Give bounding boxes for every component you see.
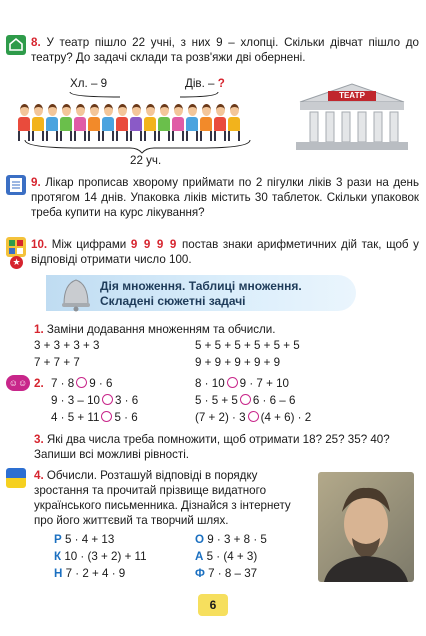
boys-label: Хл. – 9 xyxy=(70,77,108,90)
task-4-item: Н 7 · 2 + 4 · 9 xyxy=(54,567,126,580)
compare-circle[interactable] xyxy=(248,411,259,422)
task-2-compare: (7 + 2) · 3 (4 + 6) · 2 xyxy=(195,411,312,424)
task-8-number: 8. xyxy=(31,36,41,49)
task-4-item: А 5 · (4 + 3) xyxy=(195,550,258,563)
compare-circle[interactable] xyxy=(102,394,113,405)
girls-label: Дів. – ? xyxy=(185,77,225,90)
task-4-item: О 9 · 3 + 8 · 5 xyxy=(195,533,267,546)
task-4-number: 4. xyxy=(34,469,44,482)
bell-icon xyxy=(56,274,92,312)
task-10-number: 10. xyxy=(31,238,48,251)
task-1-expr: 3 + 3 + 3 + 3 xyxy=(34,339,100,352)
children-illustration xyxy=(18,104,243,146)
puzzle-icon xyxy=(6,237,26,257)
task-9-number: 9. xyxy=(31,176,41,189)
task-4-item: К 10 · (3 + 2) + 11 xyxy=(54,550,147,563)
task-10-text: 10. Між цифрами 9 9 9 9 постав знаки арифметичних дій так, щоб у відповіді отримати число 100. xyxy=(31,238,419,266)
compare-circle[interactable] xyxy=(227,377,238,388)
ukraine-flag-icon xyxy=(6,468,26,488)
task-9-text: 9. Лікар прописав хворому приймати по 2 пігулки ліків 3 рази на день протягом 14 днів. Упаковка ліків містить 30 таблеток. Скільки упаковок треба купити на курс лікування? xyxy=(31,176,419,219)
task-8-text: 8. У театр пішло 22 учні, з них 9 – хлопці. Скільки дівчат пішло до театру? До задачі склади та розв'яжи дві обернені. xyxy=(31,36,419,64)
task-2-compare: 9 · 3 – 10 3 · 6 xyxy=(51,394,139,407)
task-1-expr: 5 + 5 + 5 + 5 + 5 + 5 xyxy=(195,339,300,352)
house-icon xyxy=(6,35,26,55)
task-2-compare: 4 · 5 + 11 5 · 6 xyxy=(51,411,138,424)
task-4-item: Р 5 · 4 + 13 xyxy=(54,533,115,546)
task-2-number: 2. xyxy=(34,377,44,390)
task-2-compare: 7 · 8 9 · 6 xyxy=(51,377,113,390)
task-2-compare: 5 · 5 + 5 6 · 6 – 6 xyxy=(195,394,296,407)
compare-circle[interactable] xyxy=(101,411,112,422)
section-title: Дія множення. Таблиці множення. Складені сюжетні задачі xyxy=(100,279,302,308)
task-3-number: 3. xyxy=(34,433,44,446)
task-4-item: Ф 7 · 8 – 37 xyxy=(195,567,258,580)
pair-work-icon: ☺☺ xyxy=(6,375,30,391)
theatre-sign: ТЕАТР xyxy=(339,91,365,100)
task-3-text: 3. Які два числа треба помножити, щоб отримати 18? 25? 35? 40? Запиши всі можливі рівності. xyxy=(34,433,390,461)
task-1-number: 1. xyxy=(34,323,44,336)
task-2-compare: 8 · 10 9 · 7 + 10 xyxy=(195,377,289,390)
task-4-text: 4. Обчисли. Розташуй відповіді в порядку зростання та прочитай прізвище видатного українського письменника. Дізнайся з інтернету про його життєвий та творчий шлях. xyxy=(34,469,291,527)
compare-circle[interactable] xyxy=(76,377,87,388)
total-label: 22 уч. xyxy=(130,154,162,167)
writer-portrait xyxy=(318,472,414,582)
page-number: 6 xyxy=(198,594,228,616)
task-1-expr: 9 + 9 + 9 + 9 + 9 xyxy=(195,356,281,369)
star-badge-icon: ★ xyxy=(10,256,23,269)
compare-circle[interactable] xyxy=(240,394,251,405)
notebook-icon xyxy=(6,175,26,195)
task-1-text: 1. Заміни додавання множенням та обчисли. xyxy=(34,323,276,336)
task-10-digits: 9 9 9 9 xyxy=(130,238,178,251)
task-1-expr: 7 + 7 + 7 xyxy=(34,356,80,369)
